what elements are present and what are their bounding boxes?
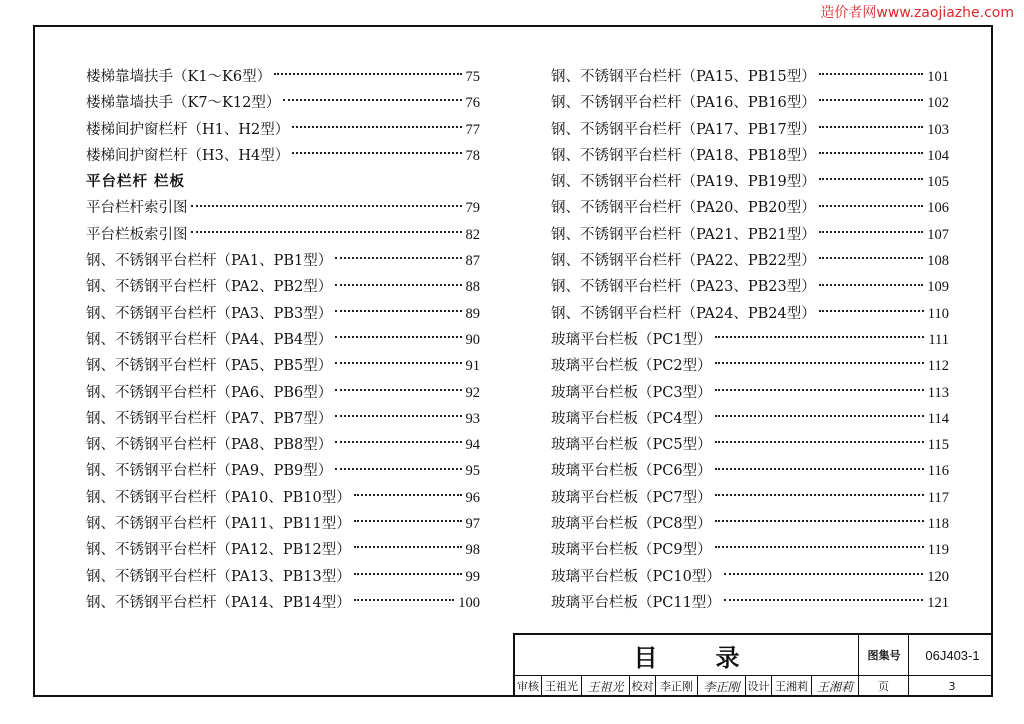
dot-leader (191, 205, 462, 207)
toc-entry-label: 钢、不锈钢平台栏杆（PA4、PB4型） (86, 331, 333, 348)
toc-entry-page: 112 (927, 358, 949, 375)
toc-entry (551, 537, 949, 563)
dot-leader (819, 99, 924, 101)
reviewer-signature: 王祖光 (581, 675, 629, 697)
toc-entry-label: 钢、不锈钢平台栏杆（PA9、PB9型） (86, 463, 333, 480)
toc-entry (551, 432, 949, 458)
toc-entry (551, 353, 949, 379)
title-block (513, 633, 993, 697)
dot-leader (335, 362, 461, 364)
dot-leader (354, 520, 462, 522)
dot-leader (335, 284, 461, 286)
toc-entry-page: 77 (465, 121, 480, 138)
toc-entry (551, 564, 949, 590)
toc-entry-page: 76 (465, 95, 480, 112)
toc-entry (551, 169, 949, 195)
dot-leader (715, 468, 924, 470)
toc-entry (86, 222, 480, 248)
toc-entry-label: 钢、不锈钢平台栏杆（PA6、PB6型） (86, 384, 333, 401)
toc-entry-page: 108 (927, 253, 949, 270)
dot-leader (819, 310, 924, 312)
toc-entry-page: 96 (465, 489, 480, 506)
toc-entry (86, 406, 480, 432)
toc-entry-page: 109 (927, 279, 949, 296)
dot-leader (715, 336, 925, 338)
review-label: 审核 (517, 680, 539, 693)
dot-leader (724, 573, 923, 575)
reviewer-name: 王祖光 (541, 675, 581, 697)
dot-leader (724, 599, 923, 601)
toc-entry (551, 406, 949, 432)
toc-entry-page: 115 (927, 437, 949, 454)
toc-entry (86, 485, 480, 511)
toc-entry-page: 116 (927, 463, 949, 480)
dot-leader (819, 284, 924, 286)
dot-leader (819, 126, 924, 128)
toc-entry-page: 114 (927, 410, 949, 427)
toc-entry-page: 110 (927, 305, 949, 322)
toc-entry-page: 103 (927, 121, 949, 138)
toc-entry-label: 钢、不锈钢平台栏杆（PA18、PB18型） (551, 147, 816, 164)
toc-entry-page: 100 (458, 594, 480, 611)
toc-entry-label: 钢、不锈钢平台栏杆（PA13、PB13型） (86, 568, 351, 585)
toc-entry (551, 117, 949, 143)
toc-entry (551, 90, 949, 116)
toc-entry-label: 楼梯靠墙扶手（K7～K12型） (86, 95, 281, 112)
dot-leader (191, 231, 462, 233)
toc-entry (86, 458, 480, 484)
toc-entry-page: 101 (927, 69, 949, 85)
toc-entry-page: 79 (465, 200, 480, 217)
toc-entry-label: 钢、不锈钢平台栏杆（PA11、PB11型） (86, 516, 351, 533)
toc-section-heading (86, 169, 480, 195)
dot-leader (715, 441, 924, 443)
page-title: 目录 (633, 643, 798, 672)
toc-entry-label: 玻璃平台栏板（PC1型） (551, 331, 712, 348)
toc-entry-page: 75 (465, 69, 480, 85)
toc-entry-label: 钢、不锈钢平台栏杆（PA21、PB21型） (551, 226, 816, 243)
toc-entry-page: 82 (465, 226, 480, 243)
toc-entry (551, 590, 949, 616)
toc-entry-page: 95 (465, 463, 480, 480)
toc-entry-page: 89 (465, 305, 480, 322)
toc-entry (551, 195, 949, 221)
toc-entry (551, 511, 949, 537)
dot-leader (715, 415, 924, 417)
toc-entry-label: 钢、不锈钢平台栏杆（PA3、PB3型） (86, 305, 333, 322)
checker-name: 李正刚 (655, 675, 697, 697)
toc-entry (86, 380, 480, 406)
toc-entry (86, 248, 480, 274)
toc-entry-page: 88 (465, 279, 480, 296)
toc-entry (551, 143, 949, 169)
dot-leader (715, 520, 924, 522)
toc-entry (551, 380, 949, 406)
dot-leader (819, 152, 924, 154)
dot-leader (354, 494, 462, 496)
toc-entry-label: 玻璃平台栏板（PC4型） (551, 410, 712, 427)
page-number: 3 (908, 675, 995, 697)
toc-entry-label: 钢、不锈钢平台栏杆（PA20、PB20型） (551, 200, 816, 217)
toc-entry-label: 钢、不锈钢平台栏杆（PA16、PB16型） (551, 95, 816, 112)
dot-leader (283, 99, 461, 101)
toc-entry-label: 玻璃平台栏板（PC6型） (551, 463, 712, 480)
toc-entry-label: 钢、不锈钢平台栏杆（PA10、PB10型） (86, 489, 351, 506)
toc-entry (86, 117, 480, 143)
designer-name: 王湘莉 (771, 675, 811, 697)
dot-leader (819, 231, 924, 233)
designer-signature: 王湘莉 (811, 675, 858, 697)
toc-entry-label: 玻璃平台栏板（PC7型） (551, 489, 712, 506)
dot-leader (819, 205, 924, 207)
toc-entry-label: 玻璃平台栏板（PC3型） (551, 384, 712, 401)
toc-entry-label: 钢、不锈钢平台栏杆（PA15、PB15型） (551, 69, 816, 85)
toc-entry-label: 钢、不锈钢平台栏杆（PA8、PB8型） (86, 437, 333, 454)
dot-leader (819, 73, 924, 75)
dot-leader (715, 389, 924, 391)
toc-entry (86, 64, 480, 90)
toc-entry-page: 93 (465, 410, 480, 427)
atlas-number: 06J403-1 (908, 635, 996, 675)
toc-entry-page: 119 (927, 542, 949, 559)
toc-right-column (551, 64, 949, 616)
title-block-sign-row (515, 675, 993, 697)
dot-leader (335, 257, 461, 259)
toc-entry (86, 301, 480, 327)
toc-entry-label: 平台栏杆 栏板 (86, 173, 186, 191)
toc-entry-label: 钢、不锈钢平台栏杆（PA17、PB17型） (551, 121, 816, 138)
toc-entry-page: 105 (927, 174, 949, 191)
design-label: 设计 (745, 675, 771, 697)
toc-entry (86, 564, 480, 590)
title-block-top-row (515, 635, 993, 676)
toc-entry-label: 玻璃平台栏板（PC2型） (551, 358, 712, 375)
toc-entry-page: 99 (465, 568, 480, 585)
toc-entry-page: 92 (465, 384, 480, 401)
toc-entry-label: 玻璃平台栏板（PC10型） (551, 568, 721, 585)
check-label: 校对 (629, 675, 655, 697)
toc-entry-label: 钢、不锈钢平台栏杆（PA24、PB24型） (551, 305, 816, 322)
toc-entry-label: 钢、不锈钢平台栏杆（PA1、PB1型） (86, 253, 333, 270)
dot-leader (335, 389, 461, 391)
toc-entry-label: 钢、不锈钢平台栏杆（PA7、PB7型） (86, 410, 333, 427)
dot-leader (715, 546, 924, 548)
toc-entry (86, 195, 480, 221)
toc-entry (551, 458, 949, 484)
toc-entry-page: 90 (465, 331, 480, 348)
dot-leader (715, 494, 924, 496)
dot-leader (335, 336, 461, 338)
checker-signature: 李正刚 (697, 675, 745, 697)
dot-leader (335, 468, 461, 470)
toc-entry (86, 511, 480, 537)
dot-leader (354, 599, 455, 601)
toc-entry-label: 钢、不锈钢平台栏杆（PA23、PB23型） (551, 279, 816, 296)
toc-entry (551, 485, 949, 511)
toc-entry-page: 87 (465, 253, 480, 270)
dot-leader (335, 441, 461, 443)
dot-leader (274, 73, 461, 75)
toc-entry (86, 327, 480, 353)
dot-leader (819, 178, 924, 180)
dot-leader (354, 573, 462, 575)
toc-entry-page: 120 (927, 568, 949, 585)
toc-entry (551, 64, 949, 90)
toc-entry (86, 143, 480, 169)
dot-leader (354, 546, 462, 548)
atlas-number-label: 图集号 (858, 635, 909, 675)
toc-entry-page: 91 (465, 358, 480, 375)
toc-entry-page: 97 (465, 516, 480, 533)
toc-entry-page: 98 (465, 542, 480, 559)
toc-entry-label: 玻璃平台栏板（PC8型） (551, 516, 712, 533)
toc-entry-page: 102 (927, 95, 949, 112)
toc-entry-page: 113 (927, 384, 949, 401)
toc-entry-label: 楼梯间护窗栏杆（H1、H2型） (86, 121, 290, 138)
toc-entry-label: 平台栏杆索引图 (86, 200, 188, 217)
toc-entry-label: 钢、不锈钢平台栏杆（PA22、PB22型） (551, 253, 816, 270)
toc-entry-page: 78 (465, 147, 480, 164)
dot-leader (335, 415, 461, 417)
dot-leader (335, 310, 461, 312)
toc-entry (86, 537, 480, 563)
toc-entry (551, 301, 949, 327)
toc-entry-label: 玻璃平台栏板（PC11型） (551, 594, 721, 611)
watermark-url: 造价者网www.zaojiazhe.com (820, 5, 1014, 21)
dot-leader (819, 257, 924, 259)
toc-entry-label: 钢、不锈钢平台栏杆（PA2、PB2型） (86, 279, 333, 296)
toc-entry-page: 118 (927, 516, 949, 533)
toc-entry (86, 353, 480, 379)
toc-entry-page: 117 (927, 489, 949, 506)
dot-leader (292, 152, 461, 154)
toc-entry-page: 111 (928, 331, 949, 348)
toc-entry-label: 钢、不锈钢平台栏杆（PA14、PB14型） (86, 594, 351, 611)
toc-entry (86, 432, 480, 458)
page-label: 页 (858, 675, 908, 697)
toc-entry (551, 248, 949, 274)
toc-entry-label: 玻璃平台栏板（PC5型） (551, 437, 712, 454)
dot-leader (292, 126, 461, 128)
dot-leader (715, 362, 924, 364)
toc-entry-label: 楼梯靠墙扶手（K1～K6型） (86, 69, 272, 85)
toc-entry-page: 104 (927, 147, 949, 164)
toc-entry-page: 107 (927, 226, 949, 243)
toc-entry-page: 121 (927, 594, 949, 611)
toc-entry-label: 平台栏板索引图 (86, 226, 188, 243)
toc-entry-label: 钢、不锈钢平台栏杆（PA12、PB12型） (86, 542, 351, 559)
toc-entry-label: 钢、不锈钢平台栏杆（PA19、PB19型） (551, 174, 816, 191)
toc-entry-label: 钢、不锈钢平台栏杆（PA5、PB5型） (86, 358, 333, 375)
toc-entry-label: 玻璃平台栏板（PC9型） (551, 542, 712, 559)
toc-left-column (86, 64, 480, 616)
toc-entry (86, 90, 480, 116)
toc-entry-page: 94 (465, 437, 480, 454)
toc-entry (551, 327, 949, 353)
toc-entry (551, 274, 949, 300)
toc-entry (551, 222, 949, 248)
toc-entry-page: 106 (927, 200, 949, 217)
toc-entry-label: 楼梯间护窗栏杆（H3、H4型） (86, 147, 290, 164)
toc-entry (86, 590, 480, 616)
toc-entry (86, 274, 480, 300)
